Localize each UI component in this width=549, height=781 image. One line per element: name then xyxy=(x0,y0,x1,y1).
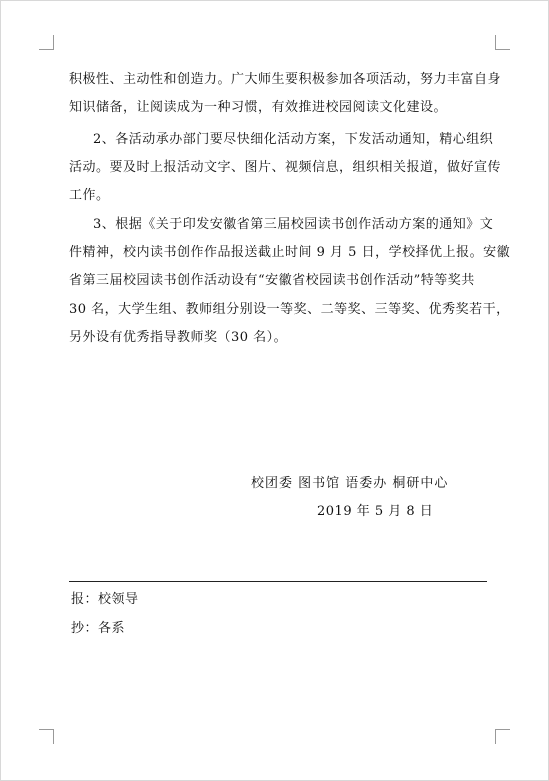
crop-mark-bottom-left xyxy=(39,729,54,744)
body-line-5: 工作。 xyxy=(69,188,110,203)
body-line-7: 件精神，校内读书创作作品报送截止时间 9 月 5 日，学校择优上报。安徽 xyxy=(69,245,511,260)
body-line-1: 积极性、主动性和创造力。广大师生要积极参加各项活动，努力丰富自身 xyxy=(69,72,502,87)
crop-mark-top-right xyxy=(495,35,510,50)
body-line-9: 30 名，大学生组、教师组分别设一等奖、二等奖、三等奖、优秀奖若干， xyxy=(69,302,510,317)
body-line-8: 省第三届校园读书创作活动设有“安徽省校园读书创作活动”特等奖共 xyxy=(69,273,475,288)
body-line-6: 3、根据《关于印发安徽省第三届校园读书创作活动方案的通知》文 xyxy=(93,217,494,232)
body-line-2: 知识储备，让阅读成为一种习惯，有效推进校园阅读文化建设。 xyxy=(69,100,448,115)
body-line-3: 2、各活动承办部门要尽快细化活动方案，下发活动通知，精心组织 xyxy=(93,132,494,147)
distribution-divider xyxy=(69,581,487,582)
body-line-4: 活动。要及时上报活动文字、图片、视频信息，组织相关报道，做好宣传 xyxy=(69,160,502,175)
copy-to-line: 抄：各系 xyxy=(71,621,126,636)
report-to-line: 报：校领导 xyxy=(71,592,139,607)
crop-mark-bottom-right xyxy=(495,729,510,744)
signature-organizations: 校团委 图书馆 语委办 桐研中心 xyxy=(251,476,449,491)
body-line-10: 另外设有优秀指导教师奖（30 名）。 xyxy=(69,330,288,345)
crop-mark-top-left xyxy=(39,35,54,50)
signature-date: 2019 年 5 月 8 日 xyxy=(317,504,434,519)
